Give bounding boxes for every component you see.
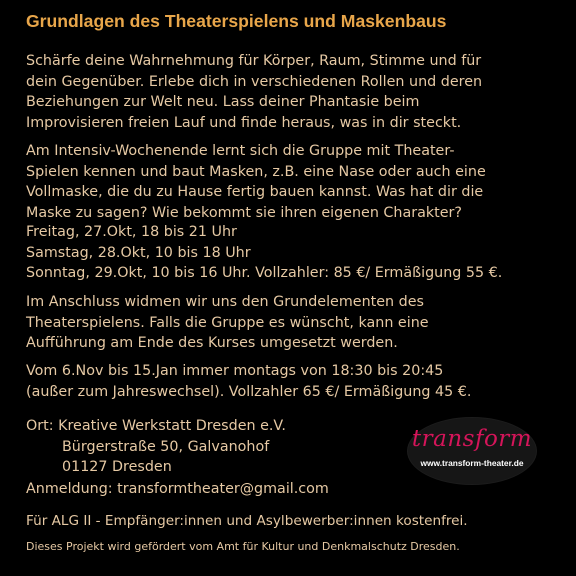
weekend-line: Vollmaske, die du zu Hause fertig bauen kannst. Was hat dir die: [26, 184, 484, 200]
weekend-line: Spielen kennen und baut Masken, z.B. eine Nase oder auch eine: [26, 163, 486, 180]
funding-note: Dieses Projekt wird gefördert vom Amt für Kultur und Denkmalschutz Dresden.: [26, 540, 460, 553]
schedule-paragraph: [26, 222, 556, 284]
intro-line: Improvisieren freien Lauf und finde heraus, was in dir steckt.: [26, 114, 462, 131]
course-line: (außer zum Jahreswechsel). Vollzahler 65 €/ Ermäßigung 45 €.: [26, 383, 472, 400]
followup-line: Im Anschluss widmen wir uns den Grundelementen des: [26, 294, 424, 310]
followup-paragraph: [26, 292, 556, 354]
logo-url[interactable]: www.transform-theater.de: [420, 458, 524, 468]
intro-line: Schärfe deine Wahrnehmung für Körper, Raum, Stimme und für: [26, 53, 482, 69]
schedule-line: Samstag, 28.Okt, 10 bis 18 Uhr: [26, 244, 251, 261]
location-street: Bürgerstraße 50, Galvanohof: [62, 438, 270, 455]
course-line: Vom 6.Nov bis 15.Jan immer montags von 18:30 bis 20:45: [26, 363, 444, 379]
followup-line: Theaterspielens. Falls die Gruppe es wünscht, kann eine: [26, 314, 429, 331]
location-block: [26, 416, 286, 478]
location-city: 01127 Dresden: [62, 459, 172, 475]
registration-email[interactable]: Anmeldung: transformtheater@gmail.com: [26, 481, 329, 497]
location-label: Ort: Kreative Werkstatt Dresden e.V.: [26, 418, 286, 434]
course-paragraph: [26, 361, 556, 402]
intro-line: dein Gegenüber. Erlebe dich in verschiedenen Rollen und deren: [26, 73, 483, 90]
schedule-line: Sonntag, 29.Okt, 10 bis 16 Uhr. Vollzahler: 85 €/ Ermäßigung 55 €.: [26, 265, 503, 281]
intro-line: Beziehungen zur Welt neu. Lass deiner Phantasie beim: [26, 94, 420, 110]
weekend-line: Maske zu sagen? Wie bekommt sie ihren eigenen Charakter?: [26, 204, 463, 221]
alg-note: Für ALG II - Empfänger:innen und Asylbewerber:innen kostenfrei.: [26, 513, 468, 529]
weekend-line: Am Intensiv-Wochenende lernt sich die Gruppe mit Theater-: [26, 143, 455, 159]
intro-paragraph: [26, 51, 556, 133]
transform-logo: [408, 418, 536, 484]
weekend-paragraph: [26, 141, 556, 223]
schedule-line: Freitag, 27.Okt, 18 bis 21 Uhr: [26, 224, 237, 240]
followup-line: Aufführung am Ende des Kurses umgesetzt werden.: [26, 335, 398, 351]
page-title: Grundlagen des Theaterspielens und Maskenbaus: [26, 11, 447, 31]
logo-wordmark: transform: [411, 426, 533, 452]
